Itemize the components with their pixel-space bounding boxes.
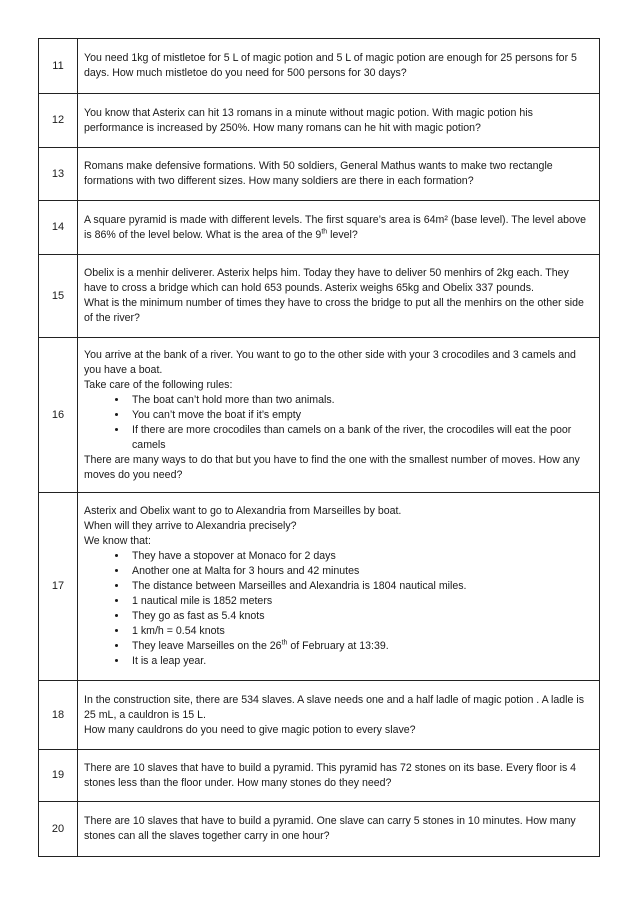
table-row [39,493,600,681]
table-row [39,681,600,750]
text-part: A square pyramid is made with different levels. The first square’s area is 64m² (base level). The level above is 86% of the level below. What is the area of the 9 [84,213,587,241]
exercise-table [38,38,600,857]
row-text [78,750,600,802]
row-text [78,681,600,750]
list-item: • They go as fast as 5.4 knots [128,609,593,624]
row-paragraph: What is the minimum number of times they have to cross the bridge to put all the menhirs on the other side of the river? [84,297,584,324]
row-number: 14 [39,201,78,255]
table-row [39,802,600,857]
text-part: of February at 13:39. [287,640,389,652]
list-item: • 1 nautical mile is 1852 meters [128,594,593,609]
row-text [78,338,600,493]
row-paragraph: Romans make defensive formations. With 50 soldiers, General Mathus wants to make two rectangle formations with two different sizes. How many soldiers are there in each formation? [84,160,553,187]
row-text [78,94,600,148]
fact-list [84,549,593,669]
list-item: • 1 km/h = 0.54 knots [128,624,593,639]
list-item: • They have a stopover at Monaco for 2 days [128,549,593,564]
row-number: 20 [39,802,78,857]
row-number: 16 [39,338,78,493]
row-paragraph: You arrive at the bank of a river. You want to go to the other side with your 3 crocodiles and 3 camels and you have a boat. [84,348,576,376]
row-number: 18 [39,681,78,750]
row-text [78,148,600,201]
row-paragraph: In the construction site, there are 534 slaves. A slave needs one and a half ladle of magic potion . A ladle is 25 mL, a cauldron is 15 L. [84,693,584,721]
list-item [128,639,593,654]
rule-list [84,393,593,453]
list-item: • It is a leap year. [128,654,593,669]
row-text [78,201,600,255]
row-paragraph: Take care of the following rules: [84,378,233,391]
table-row [39,255,600,338]
table-row [39,39,600,94]
superscript: th [281,639,288,647]
table-row [39,201,600,255]
row-number: 19 [39,750,78,802]
table-row [39,750,600,802]
text-part: level? [327,228,358,241]
row-paragraph: When will they arrive to Alexandria precisely? [84,520,297,532]
row-text [78,493,600,681]
superscript: th [321,227,328,235]
list-item: • Another one at Malta for 3 hours and 42 minutes [128,564,593,579]
table-row [39,338,600,493]
row-number: 13 [39,148,78,201]
row-paragraph: You know that Asterix can hit 13 romans in a minute without magic potion. With magic potion his performance is increased by 250%. How many romans can he hit with magic potion? [84,106,533,134]
table-row [39,148,600,201]
row-paragraph: There are 10 slaves that have to build a pyramid. One slave can carry 5 stones in 10 minutes. How many stones can all the slaves together carry in one hour? [84,815,576,842]
row-paragraph: You need 1kg of mistletoe for 5 L of magic potion and 5 L of magic potion are enough for 25 persons for 5 days. How much mistletoe do you need for 500 persons for 30 days? [84,52,577,79]
row-text [78,802,600,857]
row-paragraph: There are many ways to do that but you have to find the one with the smallest number of moves. How any moves do you need? [84,453,580,481]
row-paragraph: There are 10 slaves that have to build a pyramid. This pyramid has 72 stones on its base. Every floor is 4 stones less than the floor under. How many stones do they need? [84,761,577,789]
list-item: • The boat can’t hold more than two animals. [128,393,593,408]
list-item: • If there are more crocodiles than camels on a bank of the river, the crocodiles will eat the poor camels [128,423,593,453]
text-part: They leave Marseilles on the 26 [132,640,282,652]
row-paragraph: How many cauldrons do you need to give magic potion to every slave? [84,723,416,736]
row-number: 15 [39,255,78,338]
row-text [78,255,600,338]
row-number: 12 [39,94,78,148]
row-paragraph [84,213,593,243]
row-paragraph: Obelix is a menhir deliverer. Asterix helps him. Today they have to deliver 50 menhirs of 2kg each. They have to cross a bridge which can hold 653 pounds. Asterix weighs 65kg and Obelix 337 pounds. [84,267,569,294]
list-item: • The distance between Marseilles and Alexandria is 1804 nautical miles. [128,579,593,594]
row-number: 11 [39,39,78,94]
row-text [78,39,600,94]
row-number: 17 [39,493,78,681]
table-row [39,94,600,148]
list-item: • You can’t move the boat if it’s empty [128,408,593,423]
exercise-sheet [38,38,600,857]
row-paragraph: Asterix and Obelix want to go to Alexandria from Marseilles by boat. [84,505,402,517]
row-paragraph: We know that: [84,535,151,547]
